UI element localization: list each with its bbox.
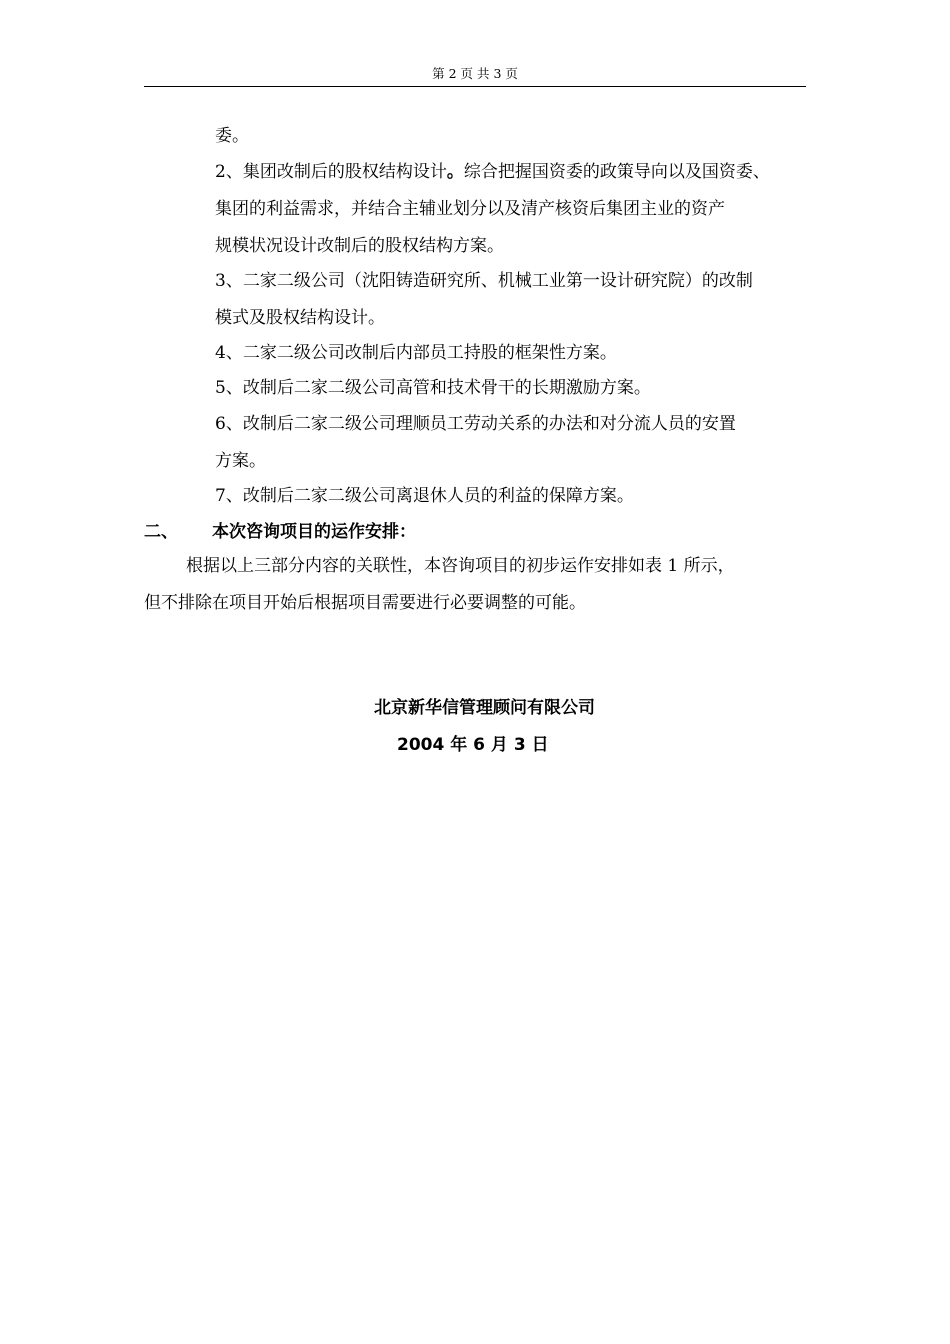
- paragraph-line-1: 根据以上三部分内容的关联性，本咨询项目的初步运作安排如表 1 所示，: [186, 556, 735, 576]
- paragraph-line-2: 但不排除在项目开始后根据项目需要进行必要调整的可能。: [144, 593, 586, 613]
- list-item-2-text: 综合把握国资委的政策导向以及国资委、: [463, 162, 770, 182]
- list-item-5: 5、改制后二家二级公司高管和技术骨干的长期激励方案。: [215, 378, 651, 398]
- list-item-6-line-2: 方案。: [215, 451, 266, 471]
- signature-company: 北京新华信管理顾问有限公司: [374, 698, 595, 718]
- list-item-2-line-2: 集团的利益需求，并结合主辅业划分以及清产核资后集团主业的资产: [215, 199, 725, 219]
- list-item-2-title: 2、集团改制后的股权结构设计: [215, 162, 447, 182]
- list-item-7: 7、改制后二家二级公司离退休人员的利益的保障方案。: [215, 486, 634, 506]
- signature-date: 2004 年 6 月 3 日: [397, 735, 549, 755]
- list-item-2: [215, 160, 770, 184]
- page-header: [144, 66, 806, 87]
- list-item-continuation: 委。: [215, 126, 249, 146]
- section-number: 二、: [144, 522, 178, 542]
- list-item-3: 3、二家二级公司（沈阳铸造研究所、机械工业第一设计研究院）的改制: [215, 271, 753, 291]
- list-item-2-line-3: 规模状况设计改制后的股权结构方案。: [215, 236, 504, 256]
- list-item-2-period: 。: [446, 162, 464, 182]
- list-item-3-line-2: 模式及股权结构设计。: [215, 308, 385, 328]
- page-indicator: 第 2 页 共 3 页: [432, 66, 518, 81]
- section-title: 本次咨询项目的运作安排：: [212, 522, 416, 542]
- list-item-6: 6、改制后二家二级公司理顺员工劳动关系的办法和对分流人员的安置: [215, 414, 736, 434]
- list-item-4: 4、二家二级公司改制后内部员工持股的框架性方案。: [215, 343, 617, 363]
